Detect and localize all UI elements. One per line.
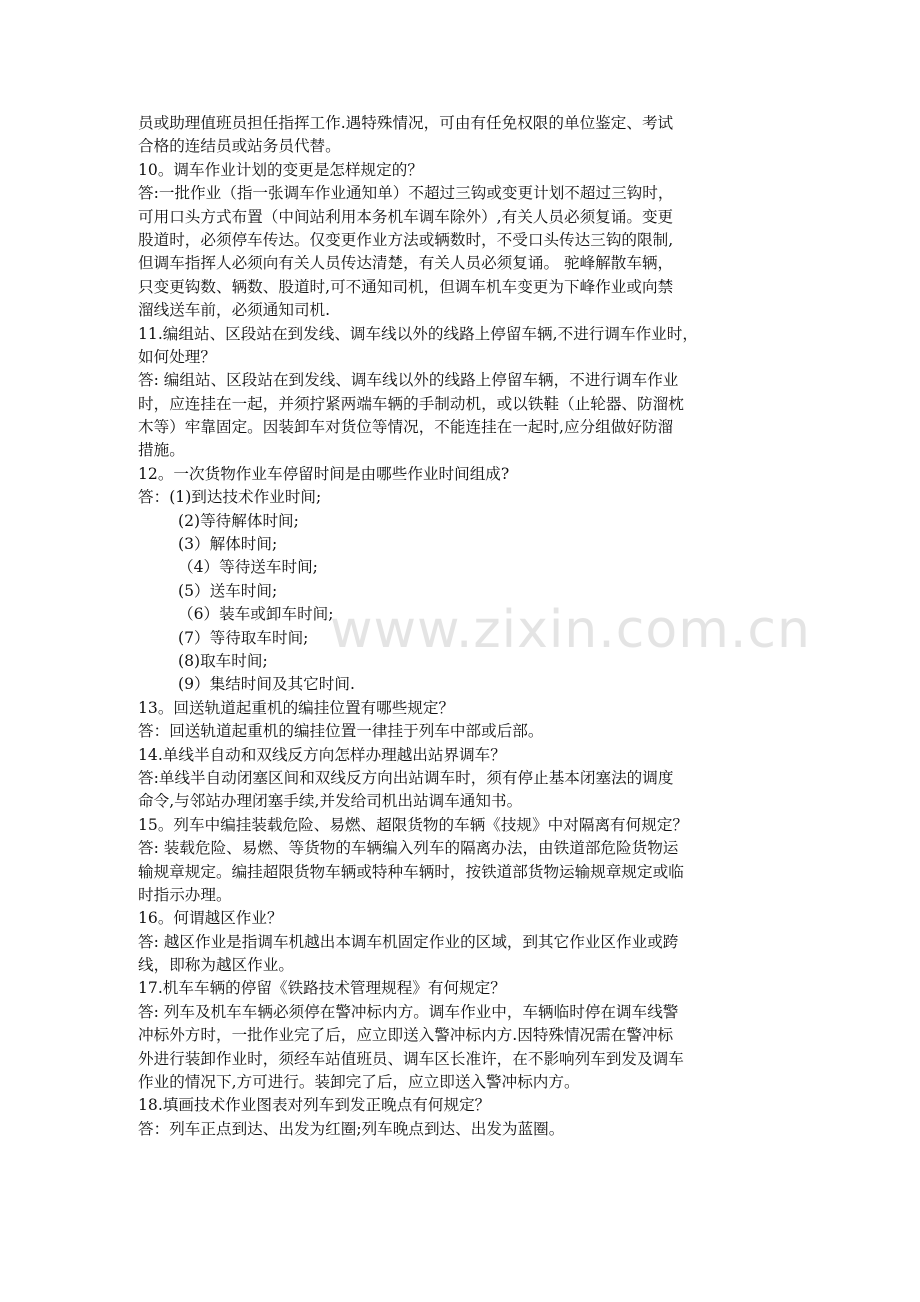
text-line: 如何处理？ [138,347,216,366]
text-line: 答:一批作业（指一张调车作业通知单）不超过三钩或变更计划不超过三钩时， [138,184,674,203]
text-line: 答：回送轨道起重机的编挂位置一律挂于列车中部或后部。 [138,722,544,741]
list-item: (5）送车时间; [178,581,278,600]
list-item: (8)取车时间; [178,651,268,670]
text-line: 答: 编组站、区段站在到发线、调车线以外的线路上停留车辆，不进行调车作业 [138,371,679,390]
text-line: 线，即称为越区作业。 [138,956,294,975]
text-line: 时指示办理。 [138,885,232,904]
text-line: 10。调车作业计划的变更是怎样规定的？ [138,160,423,179]
document-body [138,112,784,1141]
text-line: 16。何谓越区作业？ [138,909,283,928]
text-block-before [138,112,784,486]
answer-first-line: 答：(1)到达技术作业时间; [138,488,322,507]
watermark: www.zixin.com.cn [330,600,811,660]
text-line: 合格的连结员或站务员代替。 [138,137,341,156]
text-line: 13。回送轨道起重机的编挂位置有哪些规定？ [138,698,455,717]
text-line: 答:单线半自动闭塞区间和双线反方向出站调车时，须有停止基本闭塞法的调度 [138,768,674,787]
text-line: 11.编组站、区段站在到发线、调车线以外的线路上停留车辆,不进行调车作业时， [138,324,698,343]
text-line: 答: 越区作业是指调车机越出本调车机固定作业的区域，到其它作业区作业或跨 [138,932,679,951]
text-line: 溜线送车前，必须通知司机. [138,301,331,320]
text-block-after [138,697,784,1141]
text-line: 15。列车中编挂装载危险、易燃、超限货物的车辆《技规》中对隔离有何规定？ [138,815,689,834]
text-line: 股道时，必须停车传达。仅变更作业方法或辆数时，不受口头传达三钩的限制, [138,230,674,249]
text-line: 但调车指挥人必须向有关人员传达清楚，有关人员必须复诵。 驼峰解散车辆， [138,254,674,273]
text-line: 命令,与邻站办理闭塞手续,并发给司机出站调车通知书。 [138,792,523,811]
text-line: 答: 装载危险、易燃、等货物的车辆编入列车的隔离办法，由铁道部危险货物运 [138,839,679,858]
list-item: (2)等待解体时间; [178,511,299,530]
time-components-list [138,510,784,697]
text-line: 输规章规定。编挂超限货物车辆或特种车辆时，按铁道部货物运输规章规定或临 [138,862,684,881]
text-line: 冲标外方时，一批作业完了后，应立即送入警冲标内方.因特殊情况需在警冲标 [138,1026,674,1045]
text-line: 12。一次货物作业车停留时间是由哪些作业时间组成? [138,464,510,483]
text-line: 可用口头方式布置（中间站利用本务机车调车除外）,有关人员必须复诵。变更 [138,207,674,226]
text-line: 时，应连挂在一起，并须拧紧两端车辆的手制动机，或以铁鞋（止轮器、防溜枕 [138,394,684,413]
text-line: 只变更钩数、辆数、股道时,可不通知司机，但调车机车变更为下峰作业或向禁 [138,277,674,296]
list-item: (3）解体时间; [178,535,278,554]
list-item: (7）等待取车时间; [178,628,309,647]
text-line: 18.填画技术作业图表对列车到发正晚点有何规定？ [138,1096,491,1115]
text-line: 答: 列车及机车车辆必须停在警冲标内方。调车作业中，车辆临时停在调车线警 [138,1002,679,1021]
text-line: 答：列车正点到达、出发为红圈;列车晚点到达、出发为蓝圈。 [138,1119,565,1138]
list-item: (9）集结时间及其它时间. [178,675,355,694]
text-line: 木等）牢靠固定。因装卸车对货位等情况，不能连挂在一起时,应分组做好防溜 [138,418,674,437]
text-line: 措施。 [138,441,185,460]
list-item: （6）装车或卸车时间; [178,605,334,624]
text-line: 14.单线半自动和双线反方向怎样办理越出站界调车？ [138,745,506,764]
text-line: 17.机车车辆的停留《铁路技术管理规程》有何规定？ [138,979,506,998]
text-line: 外进行装卸作业时，须经车站值班员、调车区长准许，在不影响列车到发及调车 [138,1049,684,1068]
text-line: 作业的情况下,方可进行。装卸完了后，应立即送入警冲标内方。 [138,1073,580,1092]
list-item: （4）等待送车时间; [178,558,318,577]
text-line: 员或助理值班员担任指挥工作.遇特殊情况，可由有任免权限的单位鉴定、考试 [138,114,674,132]
